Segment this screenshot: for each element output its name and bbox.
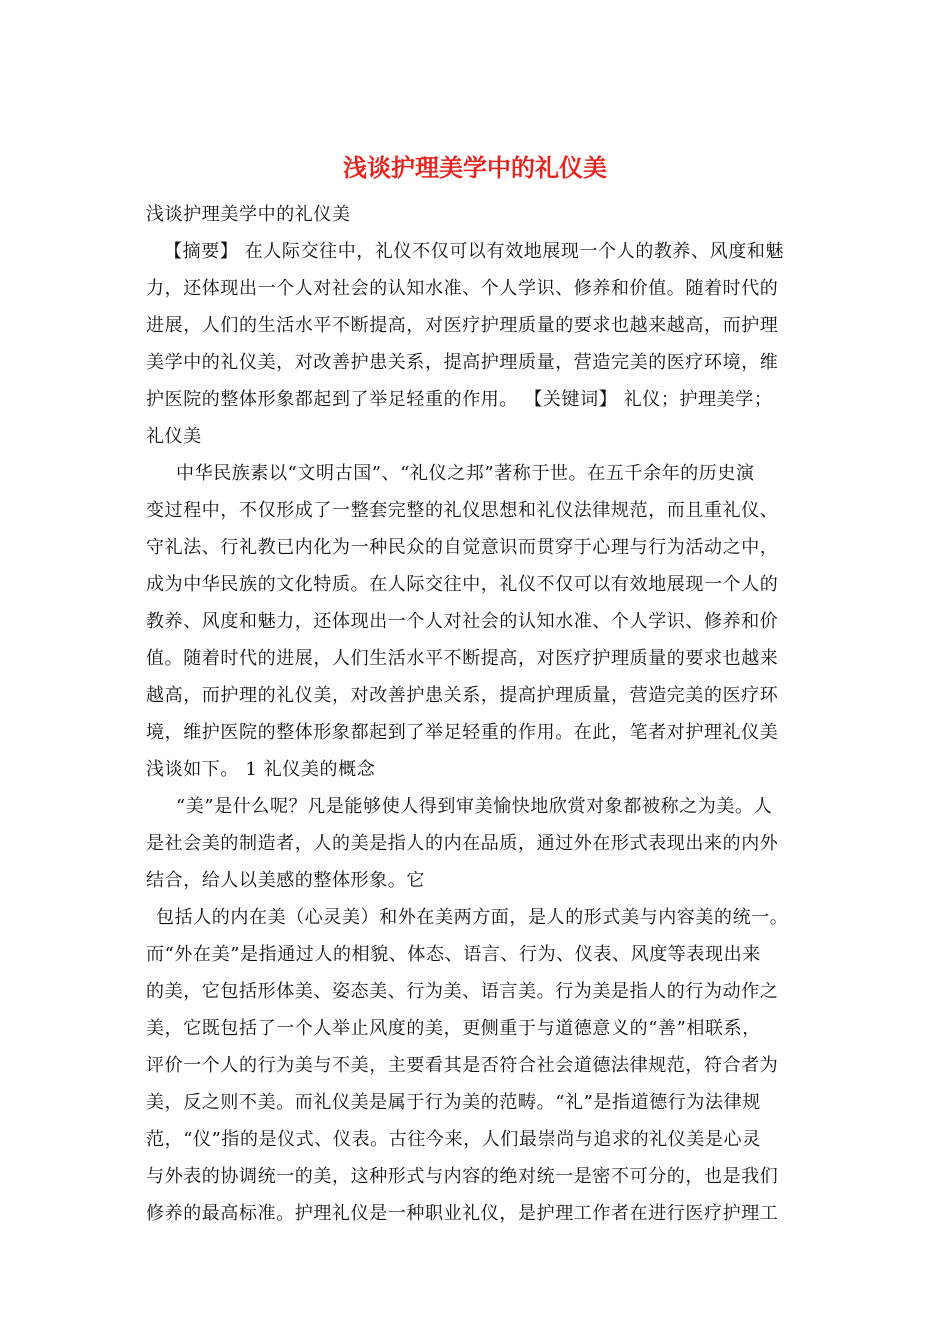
document-title: 浅谈护理美学中的礼仪美 bbox=[343, 153, 607, 182]
text-line: 境，维护医院的整体形象都起到了举足轻重的作用。在此，笔者对护理礼仪美 bbox=[146, 722, 779, 743]
text-line: 的美，它包括形体美、姿态美、行为美、语言美。行为美是指人的行为动作之 bbox=[146, 981, 779, 1002]
text-line: 包括人的内在美（心灵美）和外在美两方面，是人的形式美与内容美的统一。 bbox=[156, 907, 789, 928]
text-line: 越高，而护理的礼仪美，对改善护患关系，提高护理质量，营造完美的医疗环 bbox=[146, 685, 779, 706]
text-line: 美，它既包括了一个人举止风度的美，更侧重于与道德意义的“善”相联系， bbox=[146, 1018, 761, 1039]
text-line: 而“外在美”是指通过人的相貌、体态、语言、行为、仪表、风度等表现出来 bbox=[146, 944, 761, 965]
text-line: 浅谈护理美学中的礼仪美 bbox=[146, 204, 351, 225]
text-line: 美学中的礼仪美，对改善护患关系，提高护理质量，营造完美的医疗环境，维 bbox=[146, 352, 779, 373]
text-line: 浅谈如下。 1 礼仪美的概念 bbox=[146, 759, 376, 780]
text-line: 成为中华民族的文化特质。在人际交往中，礼仪不仅可以有效地展现一个人的 bbox=[146, 574, 779, 595]
text-line: 护医院的整体形象都起到了举足轻重的作用。 【关键词】 礼仪；护理美学； bbox=[146, 389, 773, 410]
beauty-paragraph bbox=[146, 899, 810, 1232]
text-line: 【摘要】 在人际交往中，礼仪不仅可以有效地展现一个人的教养、风度和魅 bbox=[164, 241, 785, 262]
text-line: 是社会美的制造者，人的美是指人的内在品质，通过外在形式表现出来的内外 bbox=[146, 833, 779, 854]
text-line: “美”是什么呢？凡是能够使人得到审美愉快地欣赏对象都被称之为美。人 bbox=[176, 796, 773, 817]
text-line: 美，反之则不美。而礼仪美是属于行为美的范畴。“礼”是指道德行为法律规 bbox=[146, 1092, 761, 1113]
text-line: 力，还体现出一个人对社会的认知水准、个人学识、修养和价值。随着时代的 bbox=[146, 278, 779, 299]
text-line: 礼仪美 bbox=[146, 426, 202, 447]
text-line: 结合，给人以美感的整体形象。它 bbox=[146, 870, 425, 891]
abstract-paragraph bbox=[146, 233, 810, 455]
text-line: 修养的最高标准。护理礼仪是一种职业礼仪，是护理工作者在进行医疗护理工 bbox=[146, 1203, 779, 1224]
text-line: 守礼法、行礼教已内化为一种民众的自觉意识而贯穿于心理与行为活动之中， bbox=[146, 537, 779, 558]
intro-paragraph bbox=[146, 455, 810, 788]
text-line: 范，“仪”指的是仪式、仪表。古往今来，人们最崇尚与追求的礼仪美是心灵 bbox=[146, 1129, 761, 1150]
document-body bbox=[146, 196, 810, 1232]
concept-paragraph bbox=[146, 788, 810, 899]
text-line: 中华民族素以“文明古国”、“礼仪之邦”著称于世。在五千余年的历史演 bbox=[176, 463, 755, 484]
text-line: 教养、风度和魅力，还体现出一个人对社会的认知水准、个人学识、修养和价 bbox=[146, 611, 779, 632]
text-line: 与外表的协调统一的美，这种形式与内容的绝对统一是密不可分的，也是我们 bbox=[146, 1166, 779, 1187]
text-line: 值。随着时代的进展，人们生活水平不断提高，对医疗护理质量的要求也越来 bbox=[146, 648, 779, 669]
text-line: 变过程中，不仅形成了一整套完整的礼仪思想和礼仪法律规范，而且重礼仪、 bbox=[146, 500, 779, 521]
text-line: 评价一个人的行为美与不美，主要看其是否符合社会道德法律规范，符合者为 bbox=[146, 1055, 779, 1076]
text-line: 进展，人们的生活水平不断提高，对医疗护理质量的要求也越来越高，而护理 bbox=[146, 315, 779, 336]
subtitle-line bbox=[146, 196, 810, 233]
